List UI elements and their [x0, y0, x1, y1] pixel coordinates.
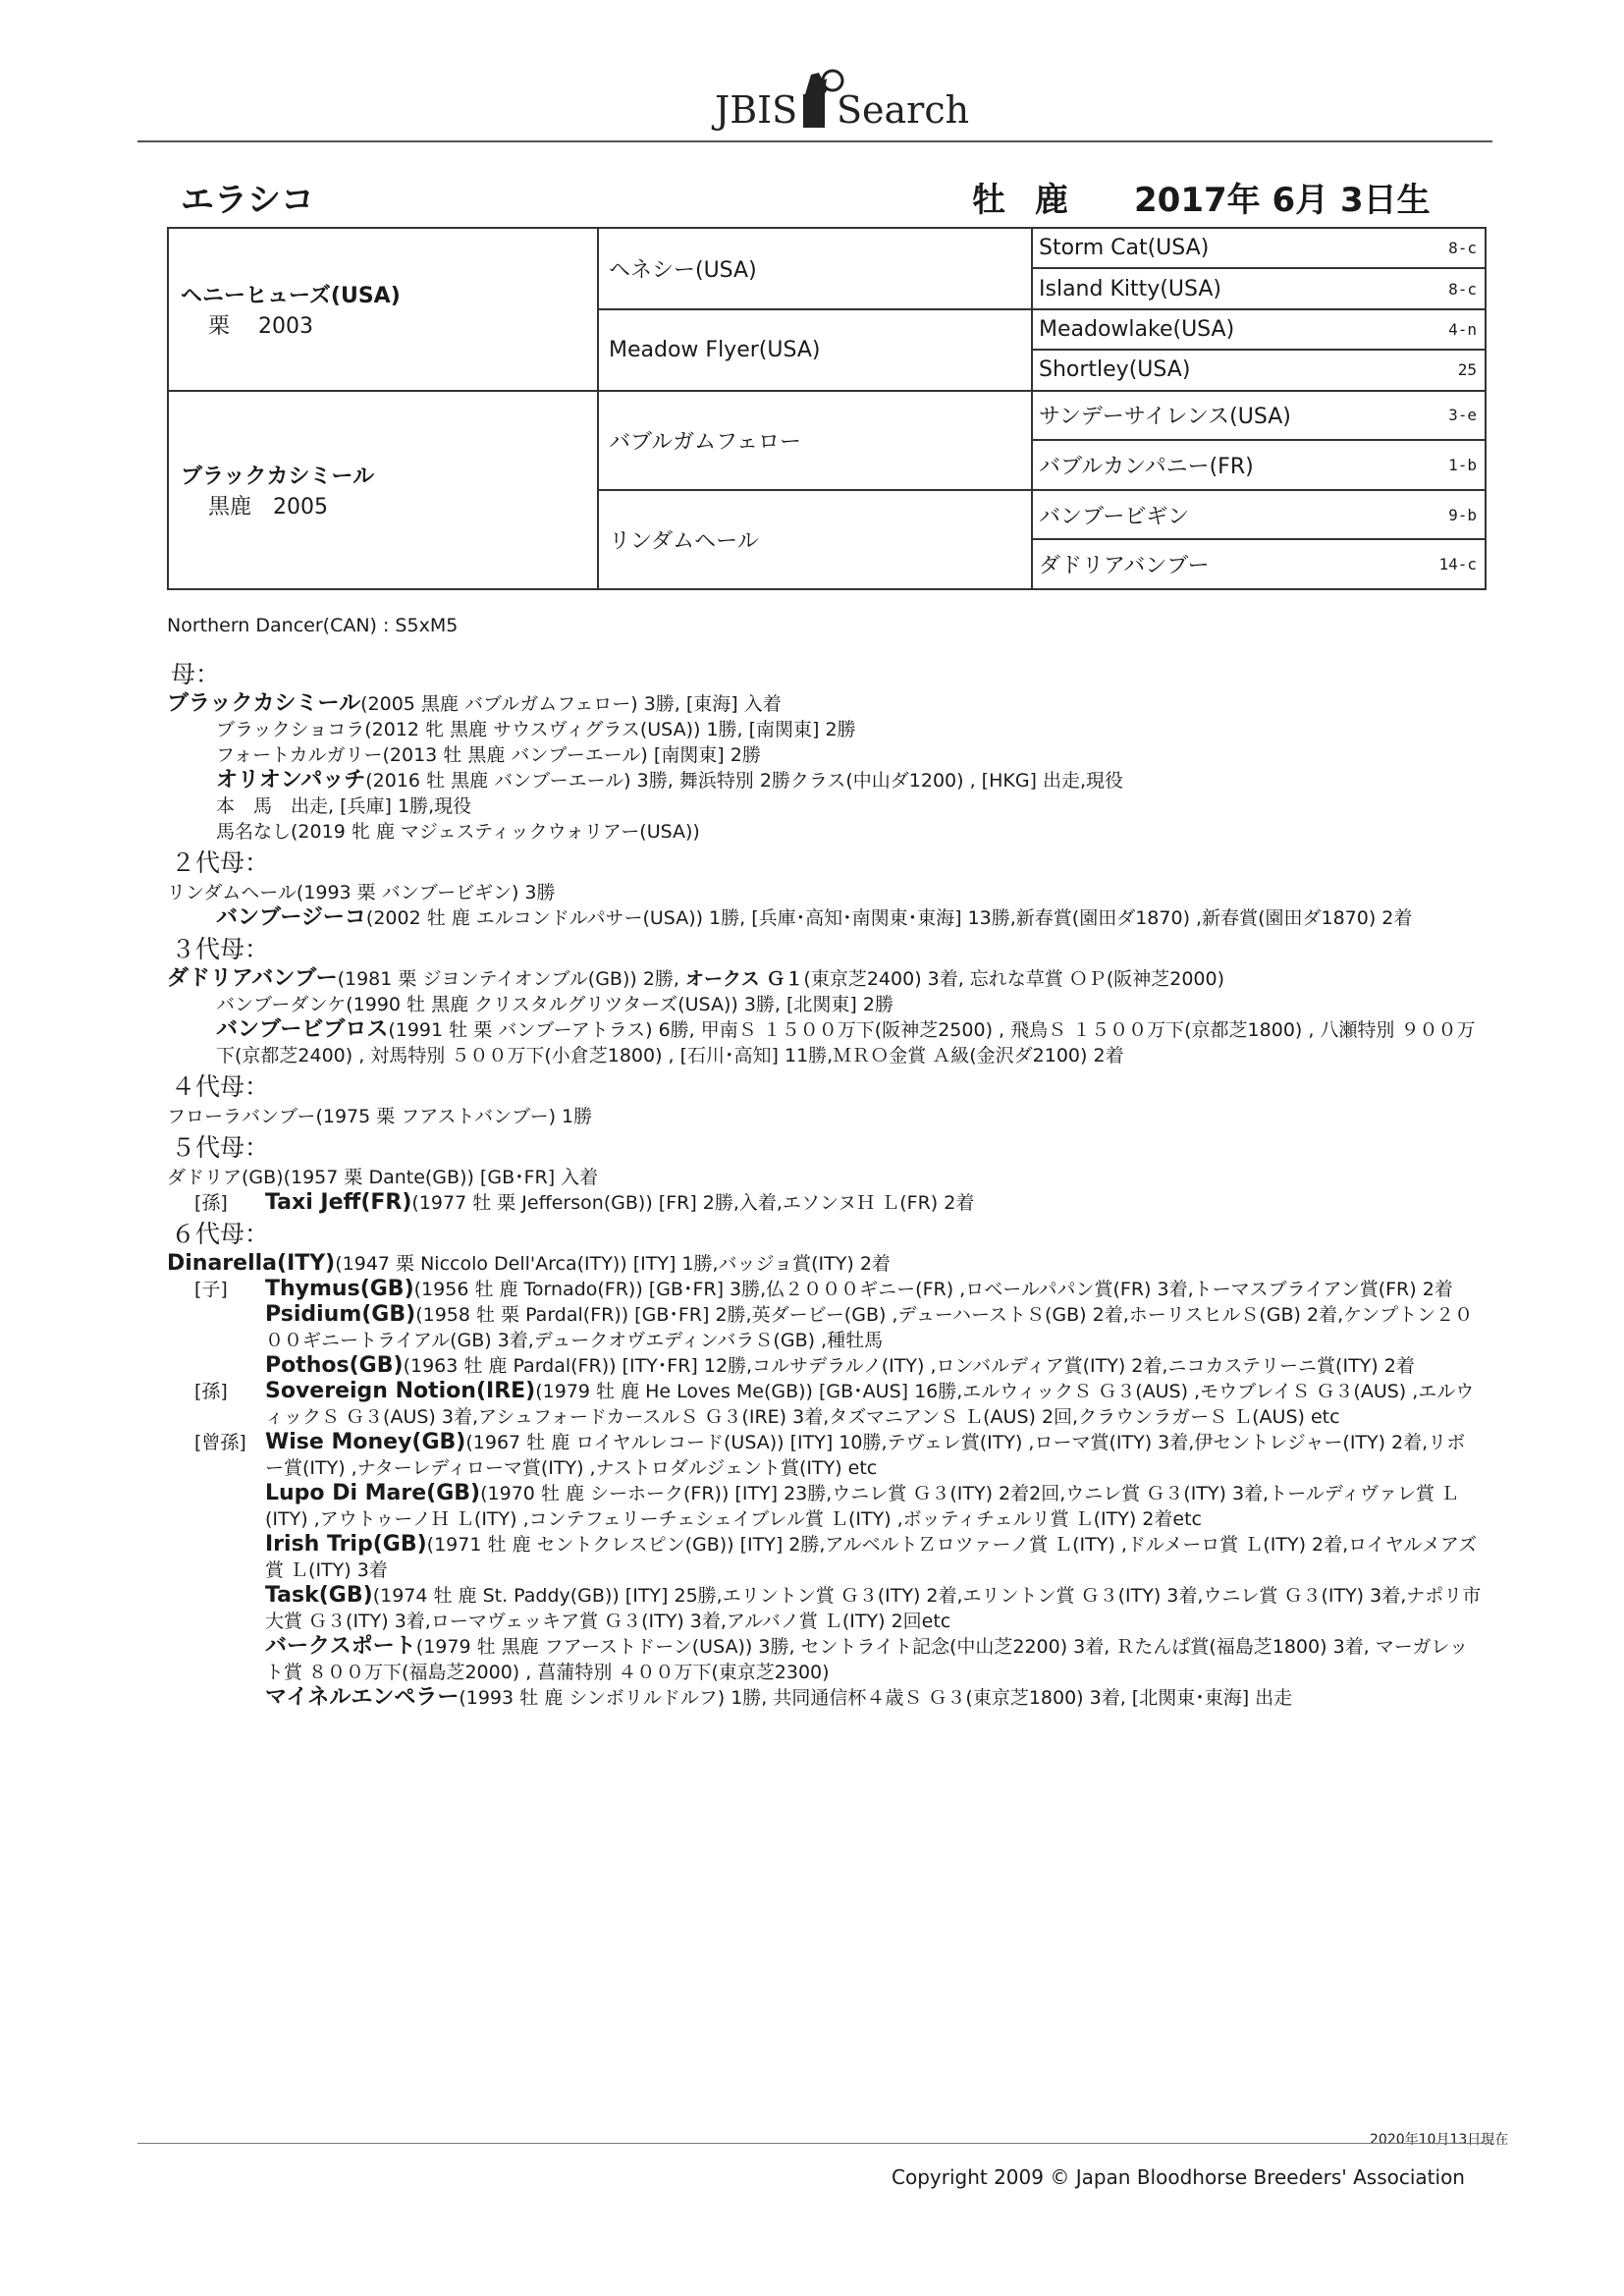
offspring-entry — [167, 1353, 1483, 1379]
entry-detail: (1990 牡 黒鹿 クリスタルグリツターズ(USA)) 3勝, [北関東] 2勝 — [346, 994, 893, 1015]
offspring-entry — [167, 1430, 1483, 1481]
footer-divider — [137, 2143, 1492, 2144]
pedigree-g3-name: Island Kitty(USA) — [1039, 276, 1221, 301]
family-number: 14-c — [1438, 555, 1477, 574]
entry-name: マイネルエンペラー — [265, 1685, 460, 1710]
entry-detail: (1981 栗 ジヨンテイオンブル(GB)) 2勝, — [337, 968, 685, 990]
relation-tag: [孫] — [194, 1192, 228, 1214]
family-number: 8-c — [1448, 239, 1477, 258]
family-number: 9-b — [1448, 505, 1477, 524]
offspring-entry — [167, 1481, 1483, 1532]
pedigree-dam — [168, 391, 598, 589]
horse-sex-color: 牡 鹿 — [972, 181, 1068, 220]
entry-detail: (1963 牡 鹿 Pardal(FR)) [ITY･FR] 12勝,コルサデラルノ(ITY) ,ロンバルディア賞(ITY) 2着,ニコカステリーニ賞(ITY) 2着 — [403, 1355, 1415, 1377]
pedigree-g3-cell — [1032, 309, 1486, 350]
pedigree-table — [167, 227, 1487, 590]
entry-name: Psidium(GB) — [265, 1302, 416, 1327]
entry-name: バンブージーコ — [216, 905, 366, 930]
pedigree-g3-name: ダドリアバンブー — [1039, 554, 1210, 579]
offspring-entry — [167, 819, 1483, 845]
entry-detail: (1957 栗 Dante(GB)) [GB･FR] 入着 — [283, 1167, 599, 1188]
dam-entry — [167, 880, 1483, 905]
offspring-entry — [167, 717, 1483, 742]
family-number: 1-b — [1448, 455, 1477, 474]
relation-tag: [孫] — [194, 1381, 228, 1402]
pedigree-g3-cell — [1032, 228, 1486, 268]
entry-name: バークスポート — [265, 1634, 416, 1659]
pedigree-g3-cell — [1032, 268, 1486, 308]
entry-detail: (1977 牡 栗 Jefferson(GB)) [FR] 2勝,入着,エソンヌＨ Ｌ(FR) 2着 — [411, 1192, 975, 1214]
as-of-date: 2020年10月13日現在 — [1370, 2132, 1509, 2148]
logo-text-jbis: JBIS — [715, 88, 798, 132]
entry-name: ブラックショコラ — [216, 719, 365, 740]
entry-name: 本 馬 — [216, 795, 273, 817]
section-heading-dam: 母： — [171, 660, 221, 688]
entry-detail: (1967 牡 鹿 ロイヤルレコード(USA)) [ITY] 10勝,テヴェレ賞(ITY) ,ローマ賞(ITY) 3着,伊セントレジャー(ITY) 2着,リボー賞(ITY) ,ナターレディローマ賞(ITY) ,ナストロダルジェント賞(ITY) etc — [265, 1432, 1466, 1479]
offspring-entry — [167, 905, 1483, 931]
pedigree-g3-name: バンブービギン — [1039, 504, 1190, 529]
entry-detail: (1956 牡 鹿 Tornado(FR)) [GB･FR] 3勝,仏２０００ギニー(FR) ,ロベールパパン賞(FR) 3着,トーマスブライアン賞(FR) 2着 — [413, 1279, 1453, 1300]
pedigree-sire — [168, 228, 598, 391]
family-number: 3-e — [1448, 406, 1477, 425]
entry-name: Lupo Di Mare(GB) — [265, 1481, 481, 1505]
entry-detail: (2013 牡 黒鹿 バンブーエール) [南関東] 2勝 — [382, 744, 761, 766]
pedigree-g3-cell — [1032, 440, 1486, 490]
entry-detail: (1979 牡 黒鹿 フアーストドーン(USA)) 3勝, セントライト記念(中山芝2200) 3着, Ｒたんぱ賞(福島芝1800) 3着, マーガレット賞 ８００万下(福島芝2000) , 菖蒲特別 ４００万下(東京芝2300) — [265, 1636, 1469, 1683]
entry-detail: (1975 栗 フアストバンブー) 1勝 — [315, 1106, 593, 1127]
entry-detail: (2012 牝 黒鹿 サウスヴィグラス(USA)) 1勝, [南関東] 2勝 — [364, 719, 856, 740]
entry-detail: (2005 黒鹿 バブルガムフェロー) 3勝, [東海] 入着 — [360, 693, 782, 715]
dam-info: 黒鹿 2005 — [208, 494, 328, 519]
entry-detail: (1974 牡 鹿 St. Paddy(GB)) [ITY] 25勝,エリントン賞 Ｇ３(ITY) 2着,エリントン賞 Ｇ３(ITY) 3着,ウニレ賞 Ｇ３(ITY) 3着,ナポリ市大賞 Ｇ３(ITY) 3着,ローマヴェッキア賞 Ｇ３(ITY) 3着,アルバノ賞 Ｌ(ITY) 2回etc — [265, 1585, 1482, 1632]
header-divider — [137, 140, 1492, 142]
pedigree-sire-sire: ヘネシー(USA) — [598, 228, 1032, 309]
pedigree-dam-sire: バブルガムフェロー — [598, 391, 1032, 490]
offspring-entry — [167, 1017, 1483, 1068]
offspring-entry — [167, 1685, 1483, 1711]
entry-name: オリオンパッチ — [216, 768, 366, 793]
offspring-entry — [167, 742, 1483, 768]
dam-entry — [167, 966, 1483, 992]
entry-name: リンダムヘール — [167, 882, 297, 903]
pedigree-g3-name: Storm Cat(USA) — [1039, 236, 1210, 261]
relation-tag: [子] — [194, 1279, 228, 1300]
sire-name: ヘニーヒューズ(USA) — [181, 283, 401, 308]
entry-name: Wise Money(GB) — [265, 1430, 466, 1454]
entry-name: Irish Trip(GB) — [265, 1532, 427, 1557]
entry-name: Task(GB) — [265, 1583, 373, 1608]
entry-name: Sovereign Notion(IRE) — [265, 1379, 536, 1403]
logo-text-search: Search — [837, 88, 970, 132]
entry-name: ダドリアバンブー — [167, 966, 338, 991]
pedigree-g3-name: Meadowlake(USA) — [1039, 316, 1235, 342]
pedigree-g3-cell — [1032, 539, 1486, 589]
family-number: 8-c — [1448, 279, 1477, 299]
jbis-search-logo — [699, 59, 970, 137]
section-heading-3rd-dam: ３代母： — [171, 935, 270, 963]
offspring-entry — [167, 768, 1483, 793]
offspring-entry — [167, 992, 1483, 1017]
section-heading-6th-dam: ６代母： — [171, 1220, 270, 1248]
entry-name: Taxi Jeff(FR) — [265, 1190, 412, 1215]
pedigree-g3-cell — [1032, 391, 1486, 441]
section-heading-5th-dam: ５代母： — [171, 1133, 270, 1162]
entry-name: バンブービブロス — [216, 1017, 389, 1042]
pedigree-g3-name: サンデーサイレンス(USA) — [1039, 405, 1291, 430]
entry-detail: (1993 牡 鹿 シンボリルドルフ) 1勝, 共同通信杯４歳Ｓ Ｇ３(東京芝1800) 3着, [北関東･東海] 出走 — [459, 1687, 1293, 1709]
entry-name: ブラックカシミール — [167, 691, 361, 716]
horse-birth-date: 2017年 6月 3日生 — [1134, 181, 1431, 220]
entry-name: 馬名なし — [216, 821, 292, 843]
dam-entry — [167, 1104, 1483, 1129]
entry-detail: (2016 牡 黒鹿 バンブーエール) 3勝, 舞浜特別 2勝クラス(中山ダ1200) , [HKG] 出走,現役 — [365, 770, 1124, 792]
family-number: 4-n — [1448, 319, 1477, 339]
offspring-entry — [167, 1190, 1483, 1216]
pedigree-g3-cell — [1032, 350, 1486, 390]
section-heading-4th-dam: ４代母： — [171, 1072, 270, 1101]
entry-name: フォートカルガリー — [216, 744, 383, 766]
entry-detail: (2019 牝 鹿 マジェスティックウォリアー(USA)) — [291, 821, 700, 843]
entry-name: Dinarella(ITY) — [167, 1251, 336, 1276]
copyright-notice: Copyright 2009 © Japan Bloodhorse Breeders' Association — [892, 2165, 1465, 2189]
offspring-entry — [167, 1379, 1483, 1430]
section-heading-2nd-dam: ２代母： — [171, 848, 270, 877]
pedigree-g3-name: Shortley(USA) — [1039, 357, 1191, 383]
sire-info: 栗 2003 — [208, 313, 313, 339]
entry-detail: (東京芝2400) 3着, 忘れな草賞 ＯＰ(阪神芝2000) — [803, 968, 1225, 990]
pedigree-sire-dam: Meadow Flyer(USA) — [598, 309, 1032, 391]
family-number: 25 — [1457, 360, 1477, 380]
entry-detail: (1947 栗 Niccolo Dell'Arca(ITY)) [ITY] 1勝,バッジョ賞(ITY) 2着 — [335, 1253, 891, 1275]
dam-entry — [167, 691, 1483, 717]
dam-name: ブラックカシミール — [181, 464, 375, 489]
relation-tag: [曾孫] — [194, 1432, 246, 1453]
entry-detail: (1979 牡 鹿 He Loves Me(GB)) [GB･AUS] 16勝,エルウィックＳ Ｇ３(AUS) ,モウブレイＳ Ｇ３(AUS) ,エルウィックＳ Ｇ３(AUS) 3着,アシュフォードカースルＳ Ｇ３(IRE) 3着,タズマニアンＳ Ｌ(AUS) 2回,クラウンラガーＳ Ｌ(AUS) etc — [265, 1381, 1475, 1428]
entry-detail: (1958 牡 栗 Pardal(FR)) [GB･FR] 2勝,英ダービー(GB) ,デューハーストＳ(GB) 2着,ホーリスヒルＳ(GB) 2着,ケンプトン２０００ギニートライアル(GB) 3着,デュークオヴエディンバラＳ(GB) ,種牡馬 — [265, 1304, 1474, 1351]
offspring-entry — [167, 1302, 1483, 1353]
horse-name: エラシコ — [181, 181, 314, 220]
offspring-entry — [167, 1634, 1483, 1685]
entry-detail: (1993 栗 バンブービギン) 3勝 — [296, 882, 556, 903]
entry-detail: (2002 牡 鹿 エルコンドルパサー(USA)) 1勝, [兵庫･高知･南関東･東海] 13勝,新春賞(園田ダ1870) ,新春賞(園田ダ1870) 2着 — [365, 907, 1413, 929]
offspring-entry — [167, 1532, 1483, 1583]
dam-entry — [167, 1251, 1483, 1277]
entry-name: Pothos(GB) — [265, 1353, 404, 1378]
pedigree-dam-dam: リンダムヘール — [598, 490, 1032, 589]
entry-name: フローラバンブー — [167, 1106, 316, 1127]
entry-detail: (1971 牡 鹿 セントクレスピン(GB)) [ITY] 2勝,アルベルトＺロツァーノ賞 Ｌ(ITY) ,ドルメーロ賞 Ｌ(ITY) 2着,ロイヤルメアズ賞 Ｌ(ITY) 3着 — [265, 1534, 1478, 1581]
inbreeding-note: Northern Dancer(CAN) : S5xM5 — [167, 615, 459, 636]
pedigree-g3-name: バブルカンパニー(FR) — [1039, 454, 1254, 479]
entry-graded-race: オークス Ｇ１ — [684, 968, 804, 990]
offspring-entry — [167, 793, 1483, 819]
entry-name: ダドリア(GB) — [167, 1167, 284, 1188]
entry-name: バンブーダンケ — [216, 994, 347, 1015]
family-record — [167, 656, 1483, 1711]
entry-detail: (1970 牡 鹿 シーホーク(FR)) [ITY] 23勝,ウニレ賞 Ｇ３(ITY) 2着2回,ウニレ賞 Ｇ３(ITY) 3着,トールディヴァレ賞 Ｌ(ITY) ,アウトゥーノＨ Ｌ(ITY) ,コンテフェリーチェシェイブレル賞 Ｌ(ITY) ,ボッティチェルリ賞 Ｌ(ITY) 2着etc — [265, 1483, 1460, 1530]
offspring-entry — [167, 1583, 1483, 1634]
entry-detail: (1991 牡 栗 バンブーアトラス) 6勝, 甲南Ｓ １５００万下(阪神芝2500) , 飛鳥Ｓ １５００万下(京都芝1800) , 八瀬特別 ９００万下(京都芝2400) , 対馬特別 ５００万下(小倉芝1800) , [石川･高知] 11勝,ＭＲＯ金賞 Ａ級(金沢ダ2100) 2着 — [216, 1019, 1476, 1066]
entry-detail: 出走, [兵庫] 1勝,現役 — [291, 795, 472, 817]
pedigree-g3-cell — [1032, 490, 1486, 540]
entry-name: Thymus(GB) — [265, 1277, 414, 1301]
offspring-entry — [167, 1277, 1483, 1302]
dam-entry — [167, 1165, 1483, 1190]
